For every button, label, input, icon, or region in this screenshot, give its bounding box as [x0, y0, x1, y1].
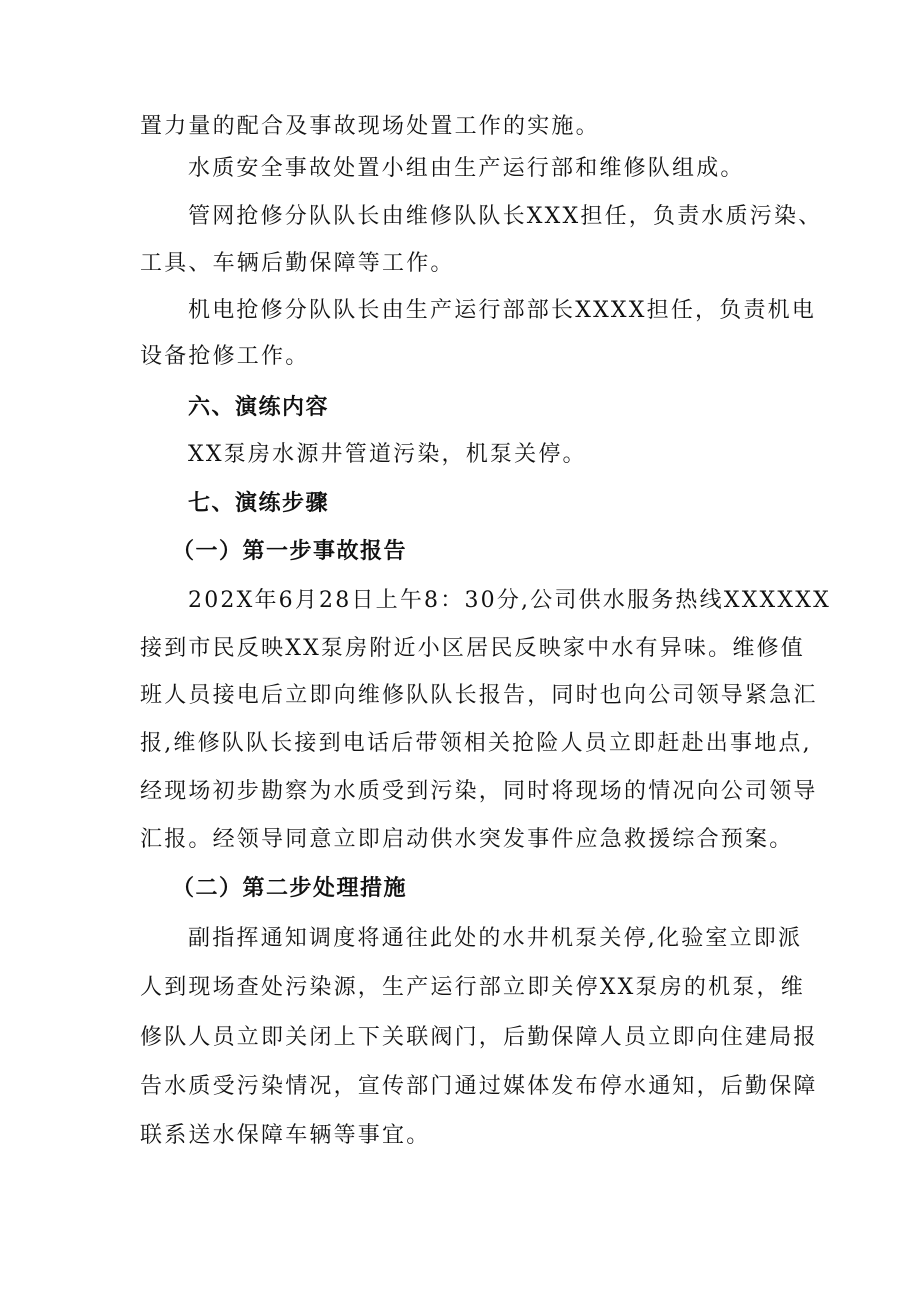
paragraph-line: 副指挥通知调度将通往此处的水井机泵关停,化验室立即派 — [188, 926, 803, 951]
paragraph-line: 接到市民反映XX泵房附近小区居民反映家中水有异味。维修值 — [140, 636, 805, 661]
paragraph-line: 经现场初步勘察为水质受到污染，同时将现场的情况向公司领导 — [140, 779, 818, 804]
paragraph-line: 修队人员立即关闭上下关联阀门，后勤保障人员立即向住建局报 — [140, 1025, 818, 1050]
paragraph-line: 班人员接电后立即向维修队队长报告，同时也向公司领导紧急汇 — [140, 683, 818, 708]
paragraph-line: XX泵房水源井管道污染，机泵关停。 — [188, 442, 587, 467]
paragraph-line: 设备抢修工作。 — [140, 344, 310, 369]
paragraph-line: 机电抢修分队队长由生产运行部部长XXXX担任，负责机电 — [188, 298, 817, 323]
section-heading: 六、演练内容 — [188, 395, 330, 420]
section-heading: 七、演练步骤 — [188, 491, 330, 516]
paragraph-line: 联系送水保障车辆等事宜。 — [140, 1123, 431, 1148]
paragraph-line: 告水质受污染情况，宣传部门通过媒体发布停水通知，后勤保障 — [140, 1074, 818, 1099]
subsection-heading: （一）第一步事故报告 — [172, 539, 408, 564]
paragraph-line: 汇报。经领导同意立即启动供水突发事件应急救援综合预案。 — [140, 827, 794, 852]
paragraph-line: 工具、车辆后勤保障等工作。 — [140, 251, 455, 276]
paragraph-line: 水质安全事故处置小组由生产运行部和维修队组成。 — [188, 156, 745, 181]
subsection-heading: （二）第二步处理措施 — [172, 876, 408, 901]
paragraph-line: 报,维修队队长接到电话后带领相关抢险人员立即赶赴出事地点, — [140, 731, 812, 756]
paragraph-line: 置力量的配合及事故现场处置工作的实施。 — [140, 114, 600, 139]
paragraph-line: 202X年6月28日上午8：30分,公司供水服务热线XXXXXX — [188, 588, 832, 613]
paragraph-line: 管网抢修分队队长由维修队队长XXX担任，负责水质污染、 — [188, 204, 823, 229]
paragraph-line: 人到现场查处污染源，生产运行部立即关停XX泵房的机泵，维 — [140, 975, 805, 1000]
